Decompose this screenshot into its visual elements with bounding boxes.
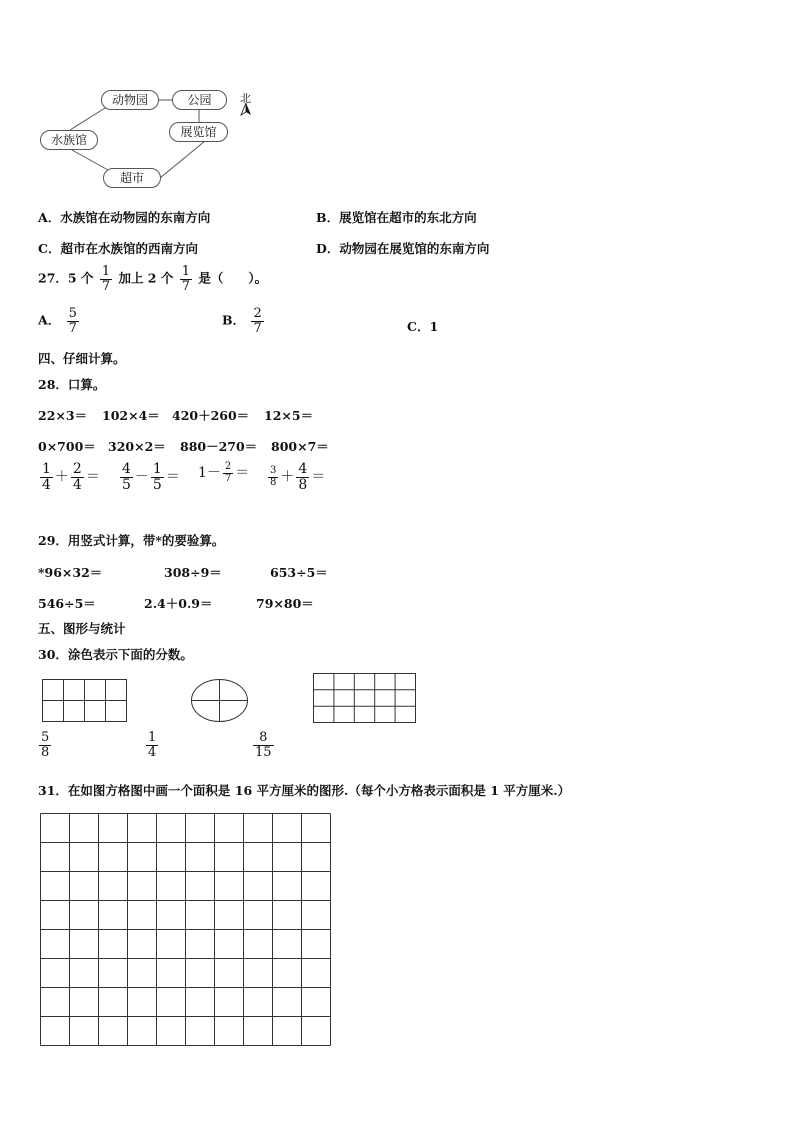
q27-fraction-2: $\frac{1}{7}$ bbox=[181, 264, 190, 294]
q28-item: 12×5＝ bbox=[264, 408, 314, 423]
map-node-market: 超市 bbox=[103, 168, 161, 188]
q27-text-3: 是（ ）。 bbox=[198, 270, 268, 286]
q27-question bbox=[38, 265, 267, 293]
q28-fraction-item: 1－ $\frac{2}{7}$ ＝ bbox=[198, 461, 250, 484]
q28-fraction-item: $\frac{4}{5}$ － $\frac{1}{5}$ ＝ bbox=[122, 461, 180, 493]
q30-fraction-label: $\frac{8}{15}$ bbox=[255, 730, 272, 760]
q29-title: 29．用竖式计算，带*的要验算。 bbox=[38, 533, 225, 548]
q31-title: 31．在如图方格图中画一个面积是 16 平方厘米的图形.（每个小方格表示面积是 1 平方厘米.） bbox=[38, 783, 571, 798]
q28-item: 102×4＝ bbox=[102, 408, 160, 423]
q26-option-b: B．展览馆在超市的东北方向 bbox=[316, 210, 477, 225]
q28-item: 320×2＝ bbox=[108, 439, 166, 454]
q31-square-grid[interactable] bbox=[40, 813, 332, 1045]
q30-fraction-label: $\frac{1}{4}$ bbox=[148, 730, 157, 760]
q27-option-a: A． $\frac{5}{7}$ bbox=[38, 306, 77, 336]
map-node-zoo: 动物园 bbox=[101, 90, 159, 110]
section-4-heading: 四、仔细计算。 bbox=[38, 351, 126, 366]
q30-fraction-label: $\frac{5}{8}$ bbox=[41, 730, 50, 760]
q28-item: 800×7＝ bbox=[271, 439, 329, 454]
q29-item: 2.4＋0.9＝ bbox=[144, 596, 213, 611]
map-node-exhibit: 展览馆 bbox=[169, 122, 228, 142]
q28-title: 28．口算。 bbox=[38, 377, 106, 392]
q30-title: 30．涂色表示下面的分数。 bbox=[38, 647, 193, 662]
q30-rectangle-8-parts[interactable] bbox=[42, 679, 128, 723]
north-label: 北 bbox=[240, 92, 251, 105]
q29-item: 546÷5＝ bbox=[38, 596, 96, 611]
q28-item: 880－270＝ bbox=[180, 439, 258, 454]
q28-item: 0×700＝ bbox=[38, 439, 96, 454]
q29-item: 79×80＝ bbox=[256, 596, 314, 611]
q26-option-d: D．动物园在展览馆的东南方向 bbox=[316, 241, 490, 256]
north-arrow-icon bbox=[241, 103, 253, 117]
q28-fraction-item: $\frac{1}{4}$ ＋ $\frac{2}{4}$ ＝ bbox=[42, 461, 100, 493]
q30-ellipse-4-parts[interactable] bbox=[190, 678, 250, 724]
q30-rectangle-15-parts[interactable] bbox=[313, 673, 417, 725]
q27-text-1: 27．5 个 bbox=[38, 270, 94, 286]
q27-option-c: C．1 bbox=[407, 319, 439, 334]
q28-fraction-item: $\frac{3}{8}$ ＋ $\frac{4}{8}$ ＝ bbox=[270, 461, 326, 493]
q29-item: *96×32＝ bbox=[38, 565, 103, 580]
map-node-park: 公园 bbox=[172, 90, 227, 110]
q27-option-a-fraction: $\frac{5}{7}$ bbox=[68, 306, 77, 336]
q27-fraction-1: $\frac{1}{7}$ bbox=[101, 264, 111, 294]
q26-option-c: C．超市在水族馆的西南方向 bbox=[38, 241, 198, 256]
q28-item: 22×3＝ bbox=[38, 408, 88, 423]
q28-item: 420＋260＝ bbox=[172, 408, 250, 423]
q27-option-b-fraction: $\frac{2}{7}$ bbox=[253, 306, 262, 336]
q26-option-a: A．水族馆在动物园的东南方向 bbox=[38, 210, 211, 225]
map-node-aquarium: 水族馆 bbox=[40, 130, 98, 150]
section-5-heading: 五、图形与统计 bbox=[38, 621, 126, 636]
q27-text-2: 加上 2 个 bbox=[118, 270, 174, 286]
q29-item: 653÷5＝ bbox=[270, 565, 328, 580]
q27-option-b: B． $\frac{2}{7}$ bbox=[222, 306, 262, 336]
q29-item: 308÷9＝ bbox=[164, 565, 222, 580]
